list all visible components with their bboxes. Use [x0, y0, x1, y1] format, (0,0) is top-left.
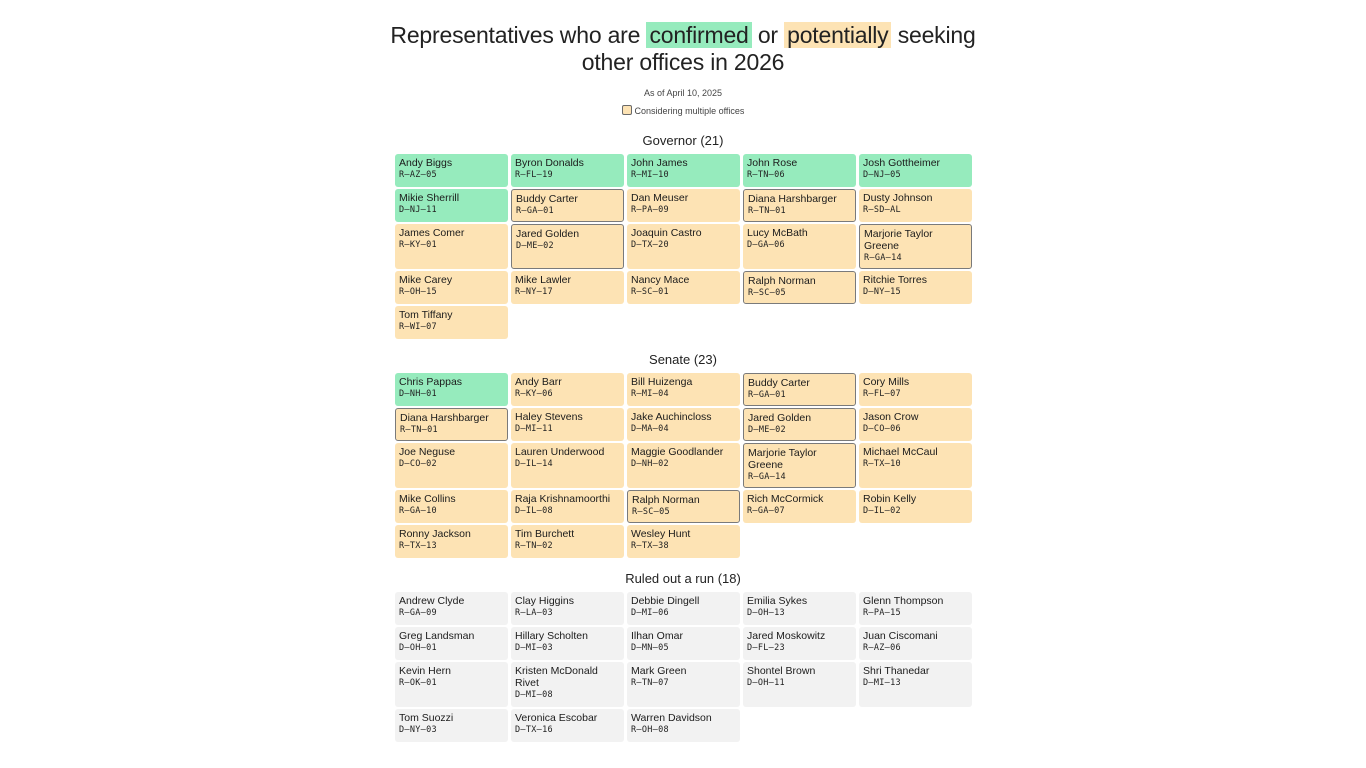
member-district: R–GA–01 [748, 390, 786, 400]
member-card [395, 408, 508, 441]
member-district: D–IL–08 [515, 506, 553, 516]
member-name: Jake Auchincloss [631, 411, 712, 423]
member-card [859, 154, 972, 187]
member-name: James Comer [399, 227, 465, 239]
member-card [627, 443, 740, 488]
member-district: R–KY–06 [515, 389, 553, 399]
member-name: Ralph Norman [748, 275, 816, 287]
legend-label: Considering multiple offices [634, 106, 745, 116]
member-card [395, 154, 508, 187]
member-district: D–MI–13 [863, 678, 901, 688]
member-district: D–MI–11 [515, 424, 553, 434]
member-district: D–CO–02 [399, 459, 437, 469]
member-name: Juan Ciscomani [863, 630, 938, 642]
member-name: Kristen McDonald Rivet [515, 665, 598, 689]
member-name: Ritchie Torres [863, 274, 927, 286]
member-district: D–OH–11 [747, 678, 785, 688]
member-district: D–TX–20 [631, 240, 669, 250]
member-district: R–WI–07 [399, 322, 437, 332]
member-card [627, 662, 740, 707]
member-name: Mike Collins [399, 493, 456, 505]
member-card [859, 271, 972, 304]
member-card [395, 443, 508, 488]
member-card [743, 189, 856, 222]
member-name: Glenn Thompson [863, 595, 944, 607]
member-card [859, 443, 972, 488]
member-card [511, 408, 624, 441]
member-name: Robin Kelly [863, 493, 917, 505]
member-district: D–IL–02 [863, 506, 901, 516]
member-name: Buddy Carter [516, 193, 578, 205]
member-name: Chris Pappas [399, 376, 463, 388]
member-card [395, 271, 508, 304]
member-district: D–MI–03 [515, 643, 553, 653]
member-name: Mikie Sherrill [399, 192, 460, 204]
member-district: D–CO–06 [863, 424, 901, 434]
section-title-senate: Senate (23) [649, 352, 717, 367]
legend-swatch-icon [622, 105, 632, 115]
member-name: Hillary Scholten [515, 630, 588, 642]
section-title-governor: Governor (21) [642, 133, 724, 148]
member-district: R–TN–06 [747, 170, 785, 180]
member-district: D–TX–16 [515, 725, 553, 735]
member-name: Ronny Jackson [399, 528, 471, 540]
member-card [743, 662, 856, 707]
member-card [511, 443, 624, 488]
member-card [395, 525, 508, 558]
member-name: Buddy Carter [748, 377, 810, 389]
member-name: Veronica Escobar [515, 712, 598, 724]
member-district: D–ME–02 [748, 425, 786, 435]
member-district: R–TX–13 [399, 541, 437, 551]
member-name: Raja Krishnamoorthi [515, 493, 611, 505]
title-potentially: potentially [784, 22, 891, 48]
member-card [859, 662, 972, 707]
member-district: R–OH–08 [631, 725, 669, 735]
as-of-date: As of April 10, 2025 [643, 88, 723, 98]
member-district: R–GA–14 [748, 472, 786, 482]
member-card [859, 189, 972, 222]
member-name: Ilhan Omar [631, 630, 683, 642]
member-district: D–OH–13 [747, 608, 785, 618]
member-card [743, 443, 856, 488]
member-name: Ralph Norman [632, 494, 700, 506]
member-district: R–TN–01 [748, 206, 786, 216]
member-district: R–TX–10 [863, 459, 901, 469]
member-name: Lucy McBath [747, 227, 808, 239]
member-district: R–SC–05 [632, 507, 670, 517]
member-card [395, 306, 508, 339]
member-card [511, 490, 624, 523]
member-district: R–NY–17 [515, 287, 553, 297]
member-name: Jared Moskowitz [747, 630, 826, 642]
member-district: D–OH–01 [399, 643, 437, 653]
title-line2: other offices in 2026 [581, 49, 785, 75]
member-district: R–SD–AL [863, 205, 901, 215]
member-name: Andy Barr [515, 376, 562, 388]
member-name: Warren Davidson [631, 712, 712, 724]
member-name: John Rose [747, 157, 798, 169]
member-name: Tom Suozzi [399, 712, 454, 724]
member-card [511, 627, 624, 660]
member-name: Michael McCaul [863, 446, 938, 458]
member-name: Jared Golden [516, 228, 580, 240]
member-district: D–NY–03 [399, 725, 437, 735]
member-district: R–GA–10 [399, 506, 437, 516]
governor-grid [395, 154, 972, 341]
member-card [395, 592, 508, 625]
member-name: Byron Donalds [515, 157, 584, 169]
member-card [511, 662, 624, 707]
ruled-out-grid [395, 592, 972, 744]
member-name: Jason Crow [863, 411, 919, 423]
title-confirmed: confirmed [646, 22, 751, 48]
senate-grid [395, 373, 972, 560]
member-card [859, 373, 972, 406]
member-card [511, 525, 624, 558]
member-name: Tom Tiffany [399, 309, 453, 321]
member-district: D–MN–05 [631, 643, 669, 653]
member-card [743, 373, 856, 406]
member-card [627, 490, 740, 523]
member-name: Josh Gottheimer [863, 157, 941, 169]
member-name: Mike Lawler [515, 274, 572, 286]
member-district: R–FL–19 [515, 170, 553, 180]
member-name: Kevin Hern [399, 665, 451, 677]
member-card [859, 592, 972, 625]
page-title [0, 22, 1366, 76]
member-card [859, 408, 972, 441]
title-or: or [757, 22, 778, 48]
member-district: R–PA–09 [631, 205, 669, 215]
member-district: R–SC–05 [748, 288, 786, 298]
member-district: R–TN–02 [515, 541, 553, 551]
title-part1: Representatives who are [390, 22, 641, 48]
member-card [395, 189, 508, 222]
member-district: R–LA–03 [515, 608, 553, 618]
member-card [859, 224, 972, 269]
member-card [627, 525, 740, 558]
member-district: R–GA–07 [747, 506, 785, 516]
member-name: Lauren Underwood [515, 446, 605, 458]
member-district: R–GA–14 [864, 253, 902, 263]
member-name: Andrew Clyde [399, 595, 465, 607]
member-name: Wesley Hunt [631, 528, 691, 540]
member-card [395, 709, 508, 742]
member-card [511, 271, 624, 304]
member-card [511, 592, 624, 625]
member-name: Rich McCormick [747, 493, 824, 505]
member-name: Maggie Goodlander [631, 446, 724, 458]
member-card [511, 373, 624, 406]
member-card [627, 592, 740, 625]
member-name: Nancy Mace [631, 274, 690, 286]
member-name: Marjorie Taylor Greene [864, 228, 933, 252]
member-card [627, 627, 740, 660]
member-name: Cory Mills [863, 376, 910, 388]
member-district: R–TN–01 [400, 425, 438, 435]
member-name: Clay Higgins [515, 595, 574, 607]
member-card [627, 189, 740, 222]
member-district: R–PA–15 [863, 608, 901, 618]
member-name: Joe Neguse [399, 446, 456, 458]
member-district: D–NH–01 [399, 389, 437, 399]
member-card [743, 224, 856, 269]
member-district: D–NY–15 [863, 287, 901, 297]
member-name: Bill Huizenga [631, 376, 693, 388]
member-card [395, 224, 508, 269]
member-district: R–GA–01 [516, 206, 554, 216]
member-name: Emilia Sykes [747, 595, 808, 607]
member-name: Diana Harshbarger [748, 193, 837, 205]
member-name: Dan Meuser [631, 192, 689, 204]
member-card [511, 224, 624, 269]
member-district: R–OH–15 [399, 287, 437, 297]
member-card [743, 490, 856, 523]
member-district: R–GA–09 [399, 608, 437, 618]
section-title-ruled-out: Ruled out a run (18) [625, 571, 741, 586]
member-card [395, 373, 508, 406]
member-district: D–ME–02 [516, 241, 554, 251]
member-name: Mike Carey [399, 274, 453, 286]
member-card [743, 627, 856, 660]
member-card [511, 154, 624, 187]
member-name: Andy Biggs [399, 157, 453, 169]
member-card [627, 709, 740, 742]
member-card [395, 490, 508, 523]
member-district: R–AZ–06 [863, 643, 901, 653]
member-card [395, 627, 508, 660]
member-district: R–OK–01 [399, 678, 437, 688]
member-district: D–MI–06 [631, 608, 669, 618]
member-name: Marjorie Taylor Greene [748, 447, 817, 471]
member-district: R–AZ–05 [399, 170, 437, 180]
member-card [743, 592, 856, 625]
member-name: Dusty Johnson [863, 192, 933, 204]
title-part2: seeking [897, 22, 976, 48]
member-name: Shontel Brown [747, 665, 816, 677]
member-card [627, 408, 740, 441]
member-district: D–NH–02 [631, 459, 669, 469]
member-name: Mark Green [631, 665, 687, 677]
member-name: Joaquin Castro [631, 227, 702, 239]
member-name: John James [631, 157, 688, 169]
member-name: Jared Golden [748, 412, 812, 424]
member-name: Greg Landsman [399, 630, 475, 642]
member-card [511, 709, 624, 742]
member-card [859, 490, 972, 523]
member-district: R–TX–38 [631, 541, 669, 551]
member-district: D–GA–06 [747, 240, 785, 250]
member-district: R–SC–01 [631, 287, 669, 297]
member-card [627, 224, 740, 269]
member-district: R–MI–10 [631, 170, 669, 180]
member-card [395, 662, 508, 707]
member-district: D–NJ–05 [863, 170, 901, 180]
member-card [743, 271, 856, 304]
member-card [627, 373, 740, 406]
member-card [743, 408, 856, 441]
member-district: D–IL–14 [515, 459, 553, 469]
member-district: D–NJ–11 [399, 205, 437, 215]
member-card [627, 154, 740, 187]
member-district: R–MI–04 [631, 389, 669, 399]
member-name: Diana Harshbarger [400, 412, 489, 424]
member-card [743, 154, 856, 187]
member-district: R–TN–07 [631, 678, 669, 688]
member-district: R–KY–01 [399, 240, 437, 250]
member-name: Shri Thanedar [863, 665, 930, 677]
member-card [511, 189, 624, 222]
member-name: Haley Stevens [515, 411, 583, 423]
member-district: D–FL–23 [747, 643, 785, 653]
member-district: D–MI–08 [515, 690, 553, 700]
member-district: R–FL–07 [863, 389, 901, 399]
member-name: Debbie Dingell [631, 595, 700, 607]
member-name: Tim Burchett [515, 528, 575, 540]
member-card [627, 271, 740, 304]
member-card [859, 627, 972, 660]
legend [0, 105, 1366, 116]
member-district: D–MA–04 [631, 424, 669, 434]
